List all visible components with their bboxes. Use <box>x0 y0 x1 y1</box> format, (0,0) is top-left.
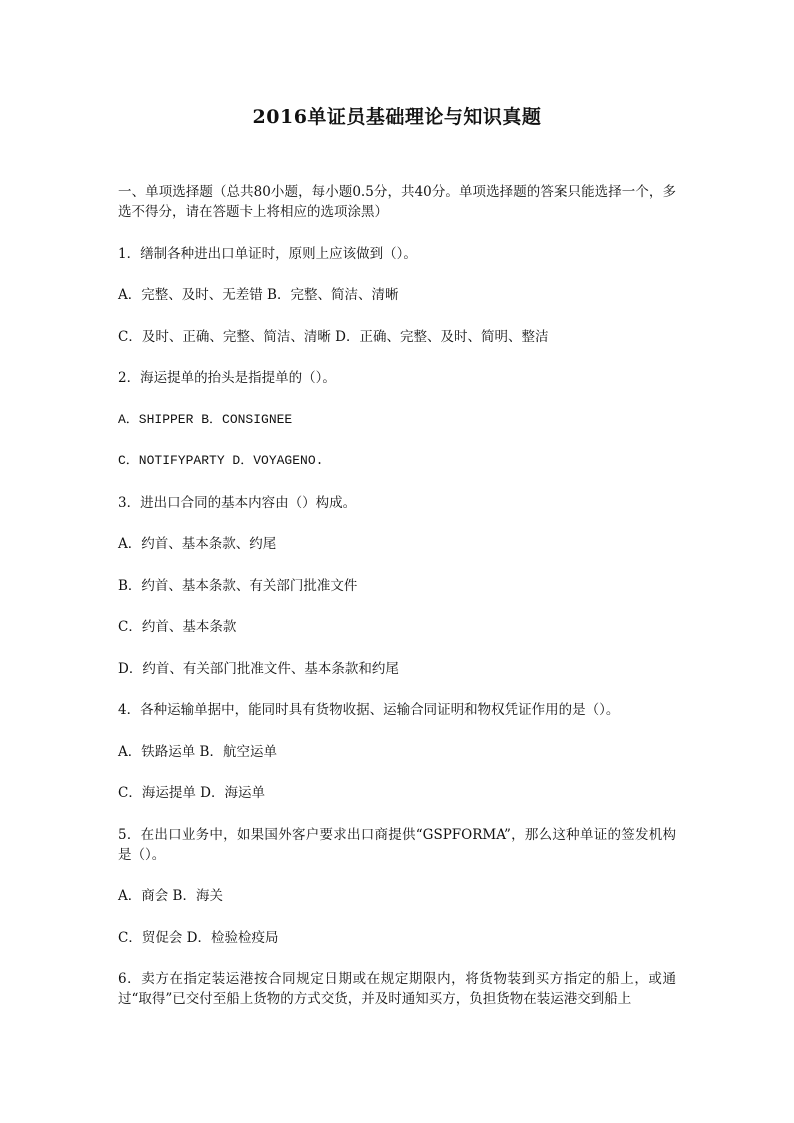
question-1-option-line: A．完整、及时、无差错 B．完整、简洁、清晰 <box>118 287 399 303</box>
question-2-stem: 2．海运提单的抬头是指提单的（）。 <box>118 370 336 386</box>
section-heading: 一、单项选择题（总共80小题，每小题0.5分，共40分。单项选择题的答案只能选择一个，多选不得分，请在答题卡上将相应的选项涂黑） <box>118 184 676 220</box>
question-5-stem: 5．在出口业务中，如果国外客户要求出口商提供“GSPFORMA”，那么这种单证的签发机构是（）。 <box>118 826 676 863</box>
question-5-option-line: C．贸促会 D．检验检疫局 <box>118 929 279 946</box>
question-2-option-line: C．NOTIFYPARTY D．VOYAGENO. <box>118 453 324 468</box>
question-3-option: D．约首、有关部门批准文件、基本条款和约尾 <box>118 660 399 677</box>
question-2-option-line: A．SHIPPER B．CONSIGNEE <box>118 411 293 427</box>
document-body <box>118 182 676 1009</box>
question-3-option: C．约首、基本条款 <box>118 619 237 635</box>
question-5-option-line: A．商会 B．海关 <box>118 888 223 904</box>
question-1-option-line: C．及时、正确、完整、简洁、清晰 D．正确、完整、及时、简明、整洁 <box>118 328 549 345</box>
question-3-option: A．约首、基本条款、约尾 <box>118 536 277 552</box>
document-title: 2016单证员基础理论与知识真题 <box>252 106 542 128</box>
question-3-option: B．约首、基本条款、有关部门批准文件 <box>118 577 358 594</box>
question-4-option-line: C．海运提单 D．海运单 <box>118 785 265 801</box>
question-1-stem: 1．缮制各种进出口单证时，原则上应该做到（）。 <box>118 245 417 262</box>
question-3-stem: 3．进出口合同的基本内容由（）构成。 <box>118 494 357 511</box>
question-6-stem: 6．卖方在指定装运港按合同规定日期或在规定期限内，将货物装到买方指定的船上，或通过“取得”已交付至船上货物的方式交货，并及时通知买方，负担货物在装运港交到船上 <box>118 971 676 1007</box>
question-4-option-line: A．铁路运单 B．航空运单 <box>118 743 277 760</box>
question-4-stem: 4．各种运输单据中，能同时具有货物收据、运输合同证明和物权凭证作用的是（）。 <box>118 702 620 718</box>
